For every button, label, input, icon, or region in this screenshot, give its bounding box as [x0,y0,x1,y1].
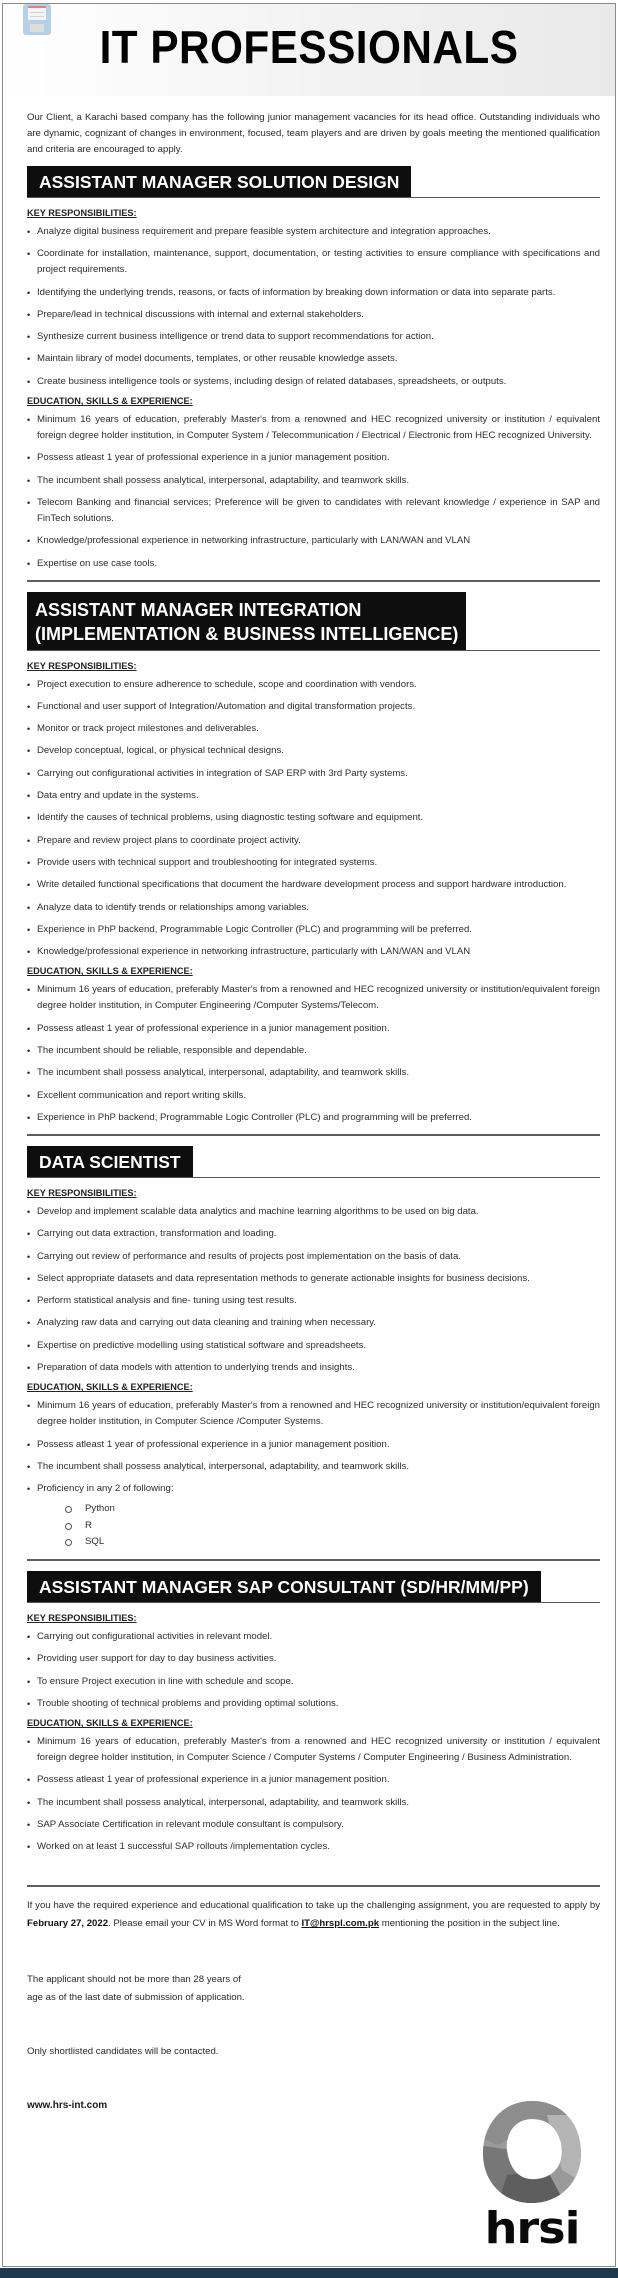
responsibilities-list [27,1204,600,1376]
application-instructions [27,1897,600,1933]
education-heading: EDUCATION, SKILLS & EXPERIENCE: [27,1718,193,1729]
list-item: • Experience in PhP backend, Programmable Logic Controller (PLC) and programming will be preferred. [27,1110,600,1126]
education-heading: EDUCATION, SKILLS & EXPERIENCE: [27,1382,193,1393]
bottom-bar [0,2268,618,2278]
list-item: • Carrying out data extraction, transformation and loading. [27,1226,600,1242]
list-item: • Providing user support for day to day business activities. [27,1651,600,1667]
education-list [27,1734,600,1855]
proficiency-options-list [65,1501,600,1551]
section-divider [27,1134,600,1136]
list-item: • Carrying out configurational activities in integration of SAP ERP with 3rd Party systems. [27,766,600,782]
education-heading: EDUCATION, SKILLS & EXPERIENCE: [27,396,193,407]
age-note-line1: The applicant should not be more than 28 years of [27,1974,241,1986]
section-divider [27,1885,600,1887]
list-item: • Telecom Banking and financial services; Preference will be given to candidates with relevant knowledge / experience in SAP and FinTech solutions. [27,495,600,527]
list-item: • Trouble shooting of technical problems and providing optimal solutions. [27,1696,600,1712]
list-item: • Possess atleast 1 year of professional experience in a junior management position. [27,1021,600,1037]
list-item: • Preparation of data models with attention to underlying trends and insights. [27,1360,600,1376]
list-item: • Analyze digital business requirement and prepare feasible system architecture and integration approaches. [27,224,600,240]
list-item: • The incumbent shall possess analytical, interpersonal, adaptability, and teamwork skills. [27,1795,600,1811]
job-sap-consultant [27,1571,600,1855]
job-title [27,592,466,650]
list-item: • Expertise on predictive modelling using statistical software and spreadsheets. [27,1338,600,1354]
list-item: • Minimum 16 years of education, preferably Master's from a renowned and HEC recognized university or institution/equivalent foreign degree holder institution, in Computer Engineering /Computer Systems/Telecom. [27,982,600,1014]
shortlist-note: Only shortlisted candidates will be contacted. [27,2046,219,2058]
list-item: • The incumbent shall possess analytical, interpersonal, adaptability, and teamwork skills. [27,473,600,489]
list-item: • Carrying out configurational activities in relevant model. [27,1629,600,1645]
list-item: • Data entry and update in the systems. [27,788,600,804]
list-item: • Functional and user support of Integration/Automation and digital transformation projects. [27,699,600,715]
closing-text-1: If you have the required experience and educational qualification to take up the challenging assignment, you are requested to apply by [27,1900,600,1912]
logo-wordmark: hrsi [484,2203,580,2254]
age-note-line2: age as of the last date of submission of application. [27,1992,245,2004]
list-item: • Knowledge/professional experience in networking infrastructure, particularly with LAN/WAN and VLAN [27,944,600,960]
key-responsibilities-heading: KEY RESPONSIBILITIES: [27,1187,137,1198]
age-note [27,1971,600,2007]
section-divider [27,580,600,582]
job-title-line2: (IMPLEMENTATION & BUSINESS INTELLIGENCE) [35,623,459,644]
list-item: • Provide users with technical support and troubleshooting for integrated systems. [27,855,600,871]
section-divider [27,1559,600,1561]
list-item: • Analyzing raw data and carrying out data cleaning and training when necessary. [27,1315,600,1331]
responsibilities-list [27,677,600,961]
intro-paragraph: Our Client, a Karachi based company has the following junior management vacancies for its head office. Outstanding individuals who are dynamic, cognizant of changes in environment, focused, team players and are driven by goals meeting the mentioned qualification and criteria are encouraged to apply. [27,112,600,155]
list-item: • The incumbent shall possess analytical, interpersonal, adaptability, and teamwork skills. [27,1459,600,1475]
list-item: • Expertise on use case tools. [27,556,600,572]
list-item: • Write detailed functional specifications that document the hardware development process and support hardware introduction. [27,877,600,893]
job-heading [27,1146,600,1178]
list-item: • Select appropriate datasets and data representation methods to generate actionable insights for business decisions. [27,1271,600,1287]
job-title: DATA SCIENTIST [27,1146,193,1177]
education-list [27,412,600,571]
responsibilities-list [27,1629,600,1712]
list-item: • Worked on at least 1 successful SAP rollouts /implementation cycles. [27,1839,600,1855]
hrsi-logo [477,2095,587,2255]
list-item: • Prepare and review project plans to coordinate project activity. [27,833,600,849]
list-item: • The incumbent shall possess analytical, interpersonal, adaptability, and teamwork skills. [27,1065,600,1081]
job-heading [27,166,600,198]
proficiency-option: Python [65,1501,600,1518]
list-item: • SAP Associate Certification in relevant module consultant is compulsory. [27,1817,600,1833]
key-responsibilities-heading: KEY RESPONSIBILITIES: [27,660,137,671]
job-title: ASSISTANT MANAGER SOLUTION DESIGN [27,166,411,197]
job-heading [27,592,600,651]
list-item: • Develop and implement scalable data analytics and machine learning algorithms to be used on big data. [27,1204,600,1220]
list-item: • Monitor or track project milestones and deliverables. [27,721,600,737]
list-item: • Possess atleast 1 year of professional experience in a junior management position. [27,450,600,466]
job-title: ASSISTANT MANAGER SAP CONSULTANT (SD/HR/MM/PP) [27,1571,541,1602]
education-heading: EDUCATION, SKILLS & EXPERIENCE: [27,966,193,977]
list-item: • Knowledge/professional experience in networking infrastructure, particularly with LAN/WAN and VLAN [27,533,600,549]
list-item: • Minimum 16 years of education, preferably Master's from a renowned and HEC recognized university or institution/equivalent foreign degree holder institution, in Computer Science /Computer Systems. [27,1398,600,1430]
email-link[interactable]: IT@hrspl.com.pk [301,1918,380,1930]
list-item: • Prepare/lead in technical discussions with internal and external stakeholders. [27,307,600,323]
job-title-line1: ASSISTANT MANAGER INTEGRATION [35,599,362,620]
list-item: • Synthesize current business intelligence or trend data to support recommendations for action. [27,329,600,345]
list-item: • Minimum 16 years of education, preferably Master's from a renowned and HEC recognized university or institution / equivalent foreign degree holder institution, in Computer Science / Computer Systems / Computer Engineering / Business Administration. [27,1734,600,1766]
list-item: • Possess atleast 1 year of professional experience in a junior management position. [27,1772,600,1788]
list-item: • Project execution to ensure adherence to schedule, scope and coordination with vendors. [27,677,600,693]
deadline-date: February 27, 2022 [27,1918,109,1930]
education-list [27,982,600,1125]
closing-text-2: . Please email your CV in MS Word format to [108,1918,302,1930]
website-link[interactable]: www.hrs-int.com [27,2100,108,2112]
list-item: • Identifying the underlying trends, reasons, or facts of information by breaking down information or data into separate parts. [27,285,600,301]
list-item: • Experience in PhP backend, Programmable Logic Controller (PLC) and programming will be preferred. [27,922,600,938]
job-data-scientist [27,1146,600,1551]
job-heading [27,1571,600,1603]
list-item: • Minimum 16 years of education, preferably Master's from a renowned and HEC recognized university or institution / equivalent foreign degree holder institution, in Computer System / Telecommunication / Electrical / Electronic from HEC recognized University. [27,412,600,444]
page-title: IT PROFESSIONALS [99,21,519,73]
list-item: • The incumbent should be reliable, responsible and dependable. [27,1043,600,1059]
floppy-label [28,6,46,20]
education-list [27,1398,600,1497]
hrsi-ring-logo-icon [477,2095,587,2207]
list-item: • To ensure Project execution in line with schedule and scope. [27,1674,600,1690]
job-solution-design [27,166,600,572]
ad-content [27,110,600,2113]
responsibilities-list [27,224,600,390]
list-item: • Proficiency in any 2 of following: [27,1481,600,1497]
list-item: • Carrying out review of performance and results of projects post implementation on the basis of data. [27,1249,600,1265]
proficiency-option: R [65,1518,600,1535]
key-responsibilities-heading: KEY RESPONSIBILITIES: [27,1612,137,1623]
list-item: • Develop conceptual, logical, or physical technical designs. [27,743,600,759]
list-item: • Identify the causes of technical problems, using diagnostic testing software and equipment. [27,810,600,826]
key-responsibilities-heading: KEY RESPONSIBILITIES: [27,208,137,218]
list-item: • Create business intelligence tools or systems, including design of related databases, spreadsheets, or outputs. [27,374,600,390]
list-item: • Coordinate for installation, maintenance, support, documentation, or testing activities to ensure compliance with specifications and project requirements. [27,246,600,278]
job-integration [27,592,600,1126]
list-item: • Excellent communication and report writing skills. [27,1088,600,1104]
list-item: • Maintain library of model documents, templates, or other reusable knowledge assets. [27,351,600,367]
proficiency-option: SQL [65,1534,600,1551]
closing-text-3: mentioning the position in the subject line. [379,1918,560,1930]
list-item: • Perform statistical analysis and fine- tuning using test results. [27,1293,600,1309]
list-item: • Possess atleast 1 year of professional experience in a junior management position. [27,1437,600,1453]
list-item: • Analyze data to identify trends or relationships among variables. [27,900,600,916]
